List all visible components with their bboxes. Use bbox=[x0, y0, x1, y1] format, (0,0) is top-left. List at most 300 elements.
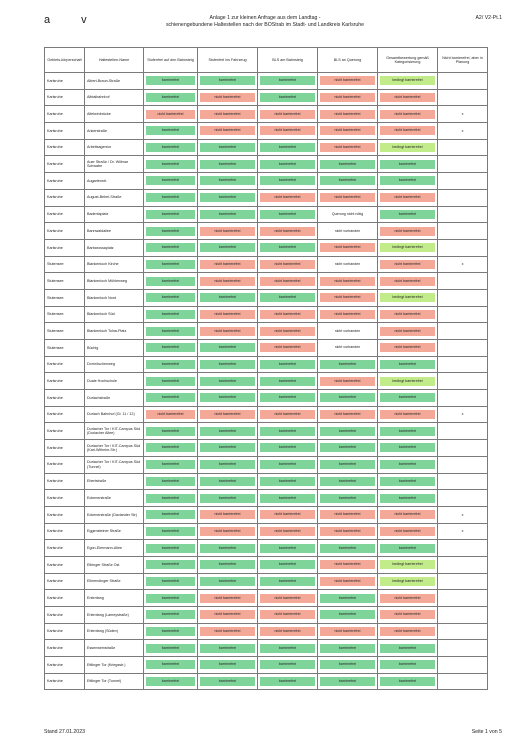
cell-status bbox=[144, 239, 198, 256]
cell-status bbox=[258, 423, 318, 440]
cell-status bbox=[258, 89, 318, 106]
cell-gebiet: Stutensee bbox=[45, 289, 85, 306]
cell-status bbox=[318, 623, 378, 640]
status-label: nicht barrierefrei bbox=[200, 610, 255, 619]
cell-planung bbox=[438, 156, 488, 173]
status-label: barrierefrei bbox=[200, 293, 255, 302]
status-label: nicht barrierefrei bbox=[380, 410, 435, 419]
status-label: nicht barrierefrei bbox=[320, 527, 375, 536]
cell-gebiet: Karlsruhe bbox=[45, 673, 85, 690]
status-label: nicht barrierefrei bbox=[380, 126, 435, 135]
status-label: barrierefrei bbox=[200, 343, 255, 352]
status-label: barrierefrei bbox=[260, 143, 315, 152]
cell-status bbox=[198, 590, 258, 607]
cell-status bbox=[378, 289, 438, 306]
status-label: barrierefrei bbox=[146, 93, 195, 102]
cell-status bbox=[378, 607, 438, 624]
cell-status bbox=[378, 390, 438, 407]
status-label: barrierefrei bbox=[146, 610, 195, 619]
status-label: nicht barrierefrei bbox=[380, 327, 435, 336]
cell-status bbox=[318, 440, 378, 457]
cell-planung bbox=[438, 323, 488, 340]
cell-planung bbox=[438, 556, 488, 573]
cell-status bbox=[198, 523, 258, 540]
cell-planung bbox=[438, 173, 488, 190]
cell-status bbox=[198, 106, 258, 123]
cell-status bbox=[198, 173, 258, 190]
cell-status bbox=[378, 473, 438, 490]
status-label: barrierefrei bbox=[320, 544, 375, 553]
table-row bbox=[45, 456, 488, 473]
status-label: nicht vorhanden bbox=[320, 327, 375, 336]
status-label: barrierefrei bbox=[380, 677, 435, 686]
status-label: barrierefrei bbox=[200, 76, 255, 85]
cell-status bbox=[258, 223, 318, 240]
footer-page: Seite 1 von 5 bbox=[471, 729, 502, 735]
cell-status bbox=[318, 373, 378, 390]
cell-status bbox=[378, 239, 438, 256]
cell-status bbox=[258, 390, 318, 407]
status-label: barrierefrei bbox=[200, 143, 255, 152]
cell-planung bbox=[438, 139, 488, 156]
cell-haltestelle: Albtalbahnhof bbox=[85, 89, 144, 106]
status-label: nicht barrierefrei bbox=[380, 510, 435, 519]
table-row bbox=[45, 490, 488, 507]
status-label: nicht barrierefrei bbox=[260, 110, 315, 119]
table-row bbox=[45, 673, 488, 690]
cell-status bbox=[318, 490, 378, 507]
footer-date: Stand 27.01.2023 bbox=[44, 729, 85, 735]
cell-status bbox=[258, 623, 318, 640]
cell-status bbox=[318, 123, 378, 140]
cell-status bbox=[378, 273, 438, 290]
cell-status bbox=[144, 89, 198, 106]
status-label: barrierefrei bbox=[146, 577, 195, 586]
status-label: barrierefrei bbox=[320, 660, 375, 669]
cell-status bbox=[318, 673, 378, 690]
cell-status bbox=[378, 556, 438, 573]
cell-status bbox=[144, 289, 198, 306]
status-label: nicht barrierefrei bbox=[260, 510, 315, 519]
status-label: nicht barrierefrei bbox=[200, 594, 255, 603]
cell-planung bbox=[438, 223, 488, 240]
status-label: barrierefrei bbox=[260, 460, 315, 469]
cell-status bbox=[258, 540, 318, 557]
status-label: barrierefrei bbox=[146, 126, 195, 135]
cell-status bbox=[258, 556, 318, 573]
cell-status bbox=[318, 206, 378, 223]
col-header-bls-querung: BLS an Querung bbox=[318, 48, 378, 73]
cell-status bbox=[198, 440, 258, 457]
cell-status bbox=[378, 156, 438, 173]
status-label: barrierefrei bbox=[380, 494, 435, 503]
status-label: barrierefrei bbox=[146, 427, 195, 436]
document-reference: A2/ V2-Pt.1 bbox=[475, 15, 502, 21]
table-row bbox=[45, 473, 488, 490]
status-label: barrierefrei bbox=[200, 660, 255, 669]
status-label: barrierefrei bbox=[146, 176, 195, 185]
cell-status bbox=[144, 406, 198, 423]
table-row bbox=[45, 123, 488, 140]
status-label: barrierefrei bbox=[200, 176, 255, 185]
table-header-row bbox=[45, 48, 488, 73]
cell-haltestelle: Ettlinger Tor (Kriegsstr.) bbox=[85, 657, 144, 674]
table-row bbox=[45, 239, 488, 256]
cell-haltestelle: Entenfang (Süden) bbox=[85, 623, 144, 640]
cell-status bbox=[144, 390, 198, 407]
cell-gebiet: Karlsruhe bbox=[45, 490, 85, 507]
status-label: barrierefrei bbox=[200, 544, 255, 553]
cell-planung bbox=[438, 289, 488, 306]
cell-status bbox=[318, 289, 378, 306]
table-row bbox=[45, 440, 488, 457]
status-label: barrierefrei bbox=[380, 360, 435, 369]
status-label: barrierefrei bbox=[260, 477, 315, 486]
status-label: nicht vorhanden bbox=[320, 343, 375, 352]
status-label: barrierefrei bbox=[260, 210, 315, 219]
table-row bbox=[45, 89, 488, 106]
table-row bbox=[45, 289, 488, 306]
status-label: barrierefrei bbox=[200, 377, 255, 386]
status-label: barrierefrei bbox=[146, 143, 195, 152]
cell-status bbox=[144, 490, 198, 507]
cell-status bbox=[198, 340, 258, 357]
cell-status bbox=[258, 607, 318, 624]
status-label: barrierefrei bbox=[320, 176, 375, 185]
status-label: nicht barrierefrei bbox=[320, 76, 375, 85]
status-label: nicht barrierefrei bbox=[200, 93, 255, 102]
cell-gebiet: Karlsruhe bbox=[45, 206, 85, 223]
cell-gebiet: Karlsruhe bbox=[45, 640, 85, 657]
status-label: barrierefrei bbox=[260, 544, 315, 553]
cell-status bbox=[198, 406, 258, 423]
cell-status bbox=[258, 139, 318, 156]
cell-status bbox=[378, 206, 438, 223]
cell-status bbox=[318, 306, 378, 323]
cell-status bbox=[258, 273, 318, 290]
cell-status bbox=[144, 523, 198, 540]
status-label: barrierefrei bbox=[200, 427, 255, 436]
cell-status bbox=[258, 490, 318, 507]
cell-gebiet: Stutensee bbox=[45, 306, 85, 323]
status-label: nicht barrierefrei bbox=[260, 227, 315, 236]
cell-planung bbox=[438, 607, 488, 624]
cell-planung bbox=[438, 340, 488, 357]
status-label: barrierefrei bbox=[146, 343, 195, 352]
cell-status bbox=[318, 390, 378, 407]
status-label: nicht barrierefrei bbox=[260, 594, 315, 603]
cell-haltestelle: Badenlaplatz bbox=[85, 206, 144, 223]
cell-status bbox=[318, 273, 378, 290]
cell-status bbox=[144, 506, 198, 523]
cell-planung: x bbox=[438, 523, 488, 540]
cell-status bbox=[144, 556, 198, 573]
cell-planung bbox=[438, 673, 488, 690]
status-label: barrierefrei bbox=[146, 360, 195, 369]
cell-status bbox=[378, 139, 438, 156]
cell-status bbox=[378, 89, 438, 106]
table-row bbox=[45, 406, 488, 423]
cell-gebiet: Karlsruhe bbox=[45, 440, 85, 457]
status-label: nicht barrierefrei bbox=[320, 577, 375, 586]
cell-status bbox=[378, 173, 438, 190]
status-label: barrierefrei bbox=[200, 677, 255, 686]
cell-haltestelle: Barbarossaplatz bbox=[85, 239, 144, 256]
status-label: barrierefrei bbox=[146, 443, 195, 452]
table-row bbox=[45, 506, 488, 523]
status-label: barrierefrei bbox=[320, 460, 375, 469]
cell-gebiet: Karlsruhe bbox=[45, 189, 85, 206]
cell-status bbox=[318, 640, 378, 657]
cell-status bbox=[198, 640, 258, 657]
cell-status bbox=[144, 323, 198, 340]
status-label: barrierefrei bbox=[380, 393, 435, 402]
cell-status bbox=[198, 206, 258, 223]
cell-haltestelle: Blankenloch Mühlenweg bbox=[85, 273, 144, 290]
status-label: barrierefrei bbox=[320, 594, 375, 603]
cell-status bbox=[378, 640, 438, 657]
cell-status bbox=[258, 406, 318, 423]
cell-status bbox=[318, 256, 378, 273]
cell-haltestelle: Durlachstraße bbox=[85, 390, 144, 407]
cell-status bbox=[144, 356, 198, 373]
cell-gebiet: Karlsruhe bbox=[45, 390, 85, 407]
cell-status bbox=[258, 573, 318, 590]
cell-status bbox=[318, 590, 378, 607]
status-label: nicht barrierefrei bbox=[260, 310, 315, 319]
cell-status bbox=[198, 506, 258, 523]
cell-status bbox=[318, 189, 378, 206]
cell-status bbox=[378, 540, 438, 557]
cell-status bbox=[258, 106, 318, 123]
cell-status bbox=[318, 573, 378, 590]
status-label: nicht barrierefrei bbox=[200, 110, 255, 119]
cell-status bbox=[258, 640, 318, 657]
cell-status bbox=[144, 139, 198, 156]
status-label: nicht barrierefrei bbox=[380, 227, 435, 236]
cell-haltestelle: Eckenerstraße (Daxlander Str) bbox=[85, 506, 144, 523]
cell-gebiet: Karlsruhe bbox=[45, 356, 85, 373]
cell-gebiet: Stutensee bbox=[45, 256, 85, 273]
cell-status bbox=[378, 523, 438, 540]
status-label: barrierefrei bbox=[146, 527, 195, 536]
cell-haltestelle: Egon-Eiermann-Allee bbox=[85, 540, 144, 557]
cell-status bbox=[258, 356, 318, 373]
cell-status bbox=[318, 340, 378, 357]
status-label: barrierefrei bbox=[380, 427, 435, 436]
cell-status bbox=[198, 623, 258, 640]
cell-status bbox=[198, 223, 258, 240]
table-row bbox=[45, 623, 488, 640]
status-label: nicht barrierefrei bbox=[200, 227, 255, 236]
cell-status bbox=[258, 306, 318, 323]
cell-gebiet: Karlsruhe bbox=[45, 73, 85, 90]
cell-gebiet: Karlsruhe bbox=[45, 523, 85, 540]
status-label: nicht barrierefrei bbox=[320, 510, 375, 519]
cell-status bbox=[258, 323, 318, 340]
status-label: nicht barrierefrei bbox=[260, 126, 315, 135]
cell-status bbox=[144, 423, 198, 440]
cell-status bbox=[378, 423, 438, 440]
cell-status bbox=[318, 540, 378, 557]
cell-status bbox=[198, 273, 258, 290]
status-label: nicht vorhanden bbox=[320, 227, 375, 236]
cell-status bbox=[378, 623, 438, 640]
status-label: barrierefrei bbox=[200, 477, 255, 486]
status-label: barrierefrei bbox=[200, 210, 255, 219]
status-label: nicht barrierefrei bbox=[380, 193, 435, 202]
cell-haltestelle: Dornröschenweg bbox=[85, 356, 144, 373]
cell-status bbox=[378, 223, 438, 240]
status-label: barrierefrei bbox=[146, 210, 195, 219]
status-label: nicht barrierefrei bbox=[320, 110, 375, 119]
status-label: barrierefrei bbox=[146, 327, 195, 336]
status-label: bedingt barrierefrei bbox=[380, 293, 435, 302]
cell-status bbox=[198, 456, 258, 473]
status-label: barrierefrei bbox=[380, 477, 435, 486]
cell-status bbox=[258, 189, 318, 206]
table-row bbox=[45, 556, 488, 573]
cell-status bbox=[258, 239, 318, 256]
cell-gebiet: Karlsruhe bbox=[45, 223, 85, 240]
status-label: barrierefrei bbox=[320, 477, 375, 486]
cell-status bbox=[198, 573, 258, 590]
cell-status bbox=[258, 657, 318, 674]
cell-gebiet: Stutensee bbox=[45, 323, 85, 340]
cell-status bbox=[198, 473, 258, 490]
cell-status bbox=[144, 73, 198, 90]
cell-gebiet: Stutensee bbox=[45, 273, 85, 290]
cell-haltestelle: Blankenloch Süd bbox=[85, 306, 144, 323]
cell-planung bbox=[438, 89, 488, 106]
cell-status bbox=[258, 256, 318, 273]
status-label: barrierefrei bbox=[260, 427, 315, 436]
table-row bbox=[45, 373, 488, 390]
table-body bbox=[45, 73, 488, 690]
status-label: barrierefrei bbox=[260, 176, 315, 185]
status-label: barrierefrei bbox=[260, 393, 315, 402]
status-label: nicht barrierefrei bbox=[320, 560, 375, 569]
cell-planung: x bbox=[438, 106, 488, 123]
title-line-2: schienengebundene Haltestellen nach der BOStrab im Stadt- und Landkreis Karlsruhe bbox=[165, 22, 365, 28]
cell-status bbox=[258, 456, 318, 473]
status-label: nicht vorhanden bbox=[320, 260, 375, 269]
status-label: barrierefrei bbox=[146, 243, 195, 252]
cell-status bbox=[198, 540, 258, 557]
status-label: nicht barrierefrei bbox=[260, 327, 315, 336]
cell-status bbox=[198, 390, 258, 407]
status-label: barrierefrei bbox=[260, 160, 315, 169]
cell-status bbox=[198, 423, 258, 440]
status-label: barrierefrei bbox=[260, 677, 315, 686]
cell-status bbox=[318, 106, 378, 123]
status-label: barrierefrei bbox=[260, 93, 315, 102]
status-label: nicht barrierefrei bbox=[380, 277, 435, 286]
cell-status bbox=[144, 123, 198, 140]
status-label: nicht barrierefrei bbox=[200, 510, 255, 519]
cell-gebiet: Karlsruhe bbox=[45, 406, 85, 423]
status-label: barrierefrei bbox=[260, 660, 315, 669]
cell-status bbox=[258, 523, 318, 540]
table-row bbox=[45, 590, 488, 607]
cell-status bbox=[318, 223, 378, 240]
cell-planung bbox=[438, 239, 488, 256]
status-label: barrierefrei bbox=[260, 443, 315, 452]
status-label: nicht barrierefrei bbox=[380, 260, 435, 269]
cell-status bbox=[318, 556, 378, 573]
cell-status bbox=[378, 256, 438, 273]
cell-planung bbox=[438, 273, 488, 290]
cell-status bbox=[198, 306, 258, 323]
cell-status bbox=[378, 73, 438, 90]
cell-planung bbox=[438, 640, 488, 657]
table-row bbox=[45, 206, 488, 223]
status-label: nicht barrierefrei bbox=[200, 527, 255, 536]
cell-gebiet: Karlsruhe bbox=[45, 623, 85, 640]
cell-haltestelle: Essenweinstraße bbox=[85, 640, 144, 657]
status-label: nicht barrierefrei bbox=[320, 410, 375, 419]
status-label: barrierefrei bbox=[146, 644, 195, 653]
status-label: barrierefrei bbox=[200, 243, 255, 252]
status-label: nicht barrierefrei bbox=[260, 343, 315, 352]
cell-status bbox=[378, 406, 438, 423]
cell-planung bbox=[438, 73, 488, 90]
cell-status bbox=[378, 573, 438, 590]
status-label: nicht barrierefrei bbox=[260, 193, 315, 202]
table-row bbox=[45, 356, 488, 373]
cell-gebiet: Karlsruhe bbox=[45, 139, 85, 156]
status-label: nicht barrierefrei bbox=[380, 594, 435, 603]
table-row bbox=[45, 106, 488, 123]
cell-status bbox=[378, 356, 438, 373]
status-label: barrierefrei bbox=[380, 460, 435, 469]
status-label: bedingt barrierefrei bbox=[380, 560, 435, 569]
col-header-gebiet: Gebiets-körperschaft bbox=[45, 48, 85, 73]
cell-status bbox=[198, 256, 258, 273]
status-label: nicht barrierefrei bbox=[320, 293, 375, 302]
cell-status bbox=[144, 673, 198, 690]
table-row bbox=[45, 657, 488, 674]
cell-status bbox=[198, 607, 258, 624]
table-row bbox=[45, 523, 488, 540]
cell-status bbox=[318, 139, 378, 156]
status-label: barrierefrei bbox=[320, 160, 375, 169]
cell-status bbox=[258, 173, 318, 190]
table-row bbox=[45, 340, 488, 357]
cell-status bbox=[144, 206, 198, 223]
cell-status bbox=[318, 423, 378, 440]
status-label: barrierefrei bbox=[320, 494, 375, 503]
status-label: nicht barrierefrei bbox=[320, 277, 375, 286]
status-label: barrierefrei bbox=[260, 360, 315, 369]
cell-status bbox=[144, 623, 198, 640]
status-label: barrierefrei bbox=[146, 510, 195, 519]
status-label: nicht barrierefrei bbox=[380, 93, 435, 102]
status-label: barrierefrei bbox=[320, 677, 375, 686]
cell-haltestelle: Entenfang bbox=[85, 590, 144, 607]
cell-planung bbox=[438, 540, 488, 557]
status-label: nicht barrierefrei bbox=[200, 277, 255, 286]
cell-status bbox=[318, 356, 378, 373]
status-label: nicht barrierefrei bbox=[200, 260, 255, 269]
status-label: nicht barrierefrei bbox=[200, 627, 255, 636]
cell-status bbox=[318, 523, 378, 540]
status-label: nicht barrierefrei bbox=[200, 126, 255, 135]
cell-status bbox=[378, 440, 438, 457]
cell-status bbox=[318, 607, 378, 624]
status-label: barrierefrei bbox=[200, 193, 255, 202]
status-label: barrierefrei bbox=[260, 377, 315, 386]
